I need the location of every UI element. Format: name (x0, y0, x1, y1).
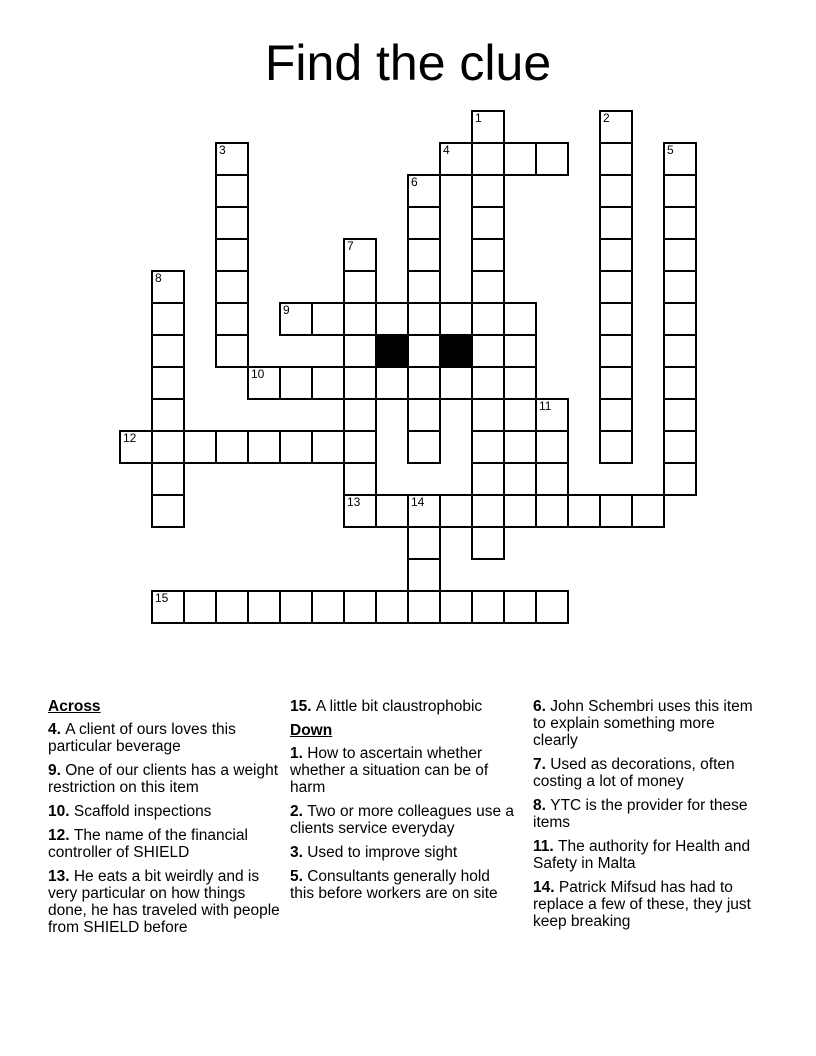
grid-cell[interactable] (535, 398, 569, 432)
clue-number: 6. (533, 698, 551, 715)
cell-number: 12 (123, 431, 137, 445)
cell-number: 10 (251, 367, 265, 381)
clue-number: 9. (48, 762, 66, 779)
grid-cell[interactable] (247, 590, 281, 624)
grid-cell[interactable] (407, 430, 441, 464)
clue-14: 14. Patrick Mifsud has had to replace a few of these, they just keep breaking (533, 879, 751, 930)
grid-cell[interactable] (279, 302, 313, 336)
grid-cell[interactable] (343, 462, 377, 496)
grid-cell[interactable] (151, 398, 185, 432)
clue-number: 3. (290, 844, 308, 861)
clue-column-1 (48, 698, 280, 943)
grid-cell[interactable] (599, 430, 633, 464)
grid-cell[interactable] (471, 110, 505, 144)
grid-cell[interactable] (471, 366, 505, 400)
grid-cell[interactable] (215, 142, 249, 176)
grid-cell[interactable] (535, 590, 569, 624)
grid-cell[interactable] (151, 430, 185, 464)
grid-cell[interactable] (407, 526, 441, 560)
grid-cell[interactable] (599, 110, 633, 144)
clue-15: 15. A little bit claustrophobic (290, 698, 483, 715)
grid-cell[interactable] (343, 238, 377, 272)
grid-cell[interactable] (663, 334, 697, 368)
clue-number: 4. (48, 721, 66, 738)
grid-cell[interactable] (343, 334, 377, 368)
grid-cell[interactable] (151, 462, 185, 496)
grid-cell[interactable] (343, 494, 377, 528)
grid-cell[interactable] (343, 302, 377, 336)
grid-cell[interactable] (311, 590, 345, 624)
grid-cell[interactable] (215, 430, 249, 464)
clue-number: 13. (48, 868, 74, 885)
grid-cell[interactable] (151, 334, 185, 368)
blocked-cell (439, 334, 473, 368)
clue-9: 9. One of our clients has a weight restriction on this item (48, 762, 279, 796)
cell-number: 6 (411, 175, 418, 189)
grid-cell[interactable] (503, 334, 537, 368)
grid-cell[interactable] (407, 494, 441, 528)
grid-cell[interactable] (343, 430, 377, 464)
clue-12: 12. The name of the financial controller of SHIELD (48, 827, 248, 861)
grid-cell[interactable] (599, 270, 633, 304)
grid-cell[interactable] (407, 238, 441, 272)
grid-cell[interactable] (407, 366, 441, 400)
grid-cell[interactable] (471, 174, 505, 208)
grid-cell[interactable] (407, 206, 441, 240)
grid-cell[interactable] (599, 238, 633, 272)
clue-number: 15. (290, 698, 316, 715)
clue-11: 11. The authority for Health and Safety in Malta (533, 838, 751, 872)
grid-cell[interactable] (439, 366, 473, 400)
grid-cell[interactable] (599, 142, 633, 176)
grid-cell[interactable] (471, 494, 505, 528)
clue-number: 1. (290, 745, 308, 762)
grid-cell[interactable] (375, 302, 409, 336)
blocked-cell (375, 334, 409, 368)
grid-cell[interactable] (663, 462, 697, 496)
grid-cell[interactable] (279, 590, 313, 624)
clue-7: 7. Used as decorations, often costing a lot of money (533, 756, 735, 790)
clue-number: 14. (533, 879, 559, 896)
cell-number: 7 (347, 239, 354, 253)
grid-cell[interactable] (311, 366, 345, 400)
grid-cell[interactable] (375, 590, 409, 624)
clue-5: 5. Consultants generally hold this before workers are on site (290, 868, 498, 902)
cell-number: 5 (667, 143, 674, 157)
grid-cell[interactable] (471, 430, 505, 464)
grid-cell[interactable] (663, 270, 697, 304)
grid-cell[interactable] (375, 494, 409, 528)
grid-cell[interactable] (599, 398, 633, 432)
grid-cell[interactable] (439, 142, 473, 176)
grid-cell[interactable] (119, 430, 153, 464)
grid-cell[interactable] (471, 238, 505, 272)
grid-cell[interactable] (215, 270, 249, 304)
cell-number: 1 (475, 111, 482, 125)
grid-cell[interactable] (215, 590, 249, 624)
grid-cell[interactable] (471, 590, 505, 624)
cell-number: 9 (283, 303, 290, 317)
page-title: Find the clue (264, 35, 552, 91)
clue-2: 2. Two or more colleagues use a clients service everyday (290, 803, 515, 837)
grid-cell[interactable] (215, 334, 249, 368)
clue-6: 6. John Schembri uses this item to explain something more clearly (533, 698, 753, 749)
grid-cell[interactable] (535, 462, 569, 496)
grid-cell[interactable] (215, 174, 249, 208)
grid-cell[interactable] (663, 142, 697, 176)
grid-cell[interactable] (471, 526, 505, 560)
clue-number: 2. (290, 803, 308, 820)
grid-cell[interactable] (503, 430, 537, 464)
grid-cell[interactable] (439, 494, 473, 528)
clue-number: 7. (533, 756, 551, 773)
cell-number: 2 (603, 111, 610, 125)
grid-cell[interactable] (599, 302, 633, 336)
grid-cell[interactable] (407, 558, 441, 592)
grid-cell[interactable] (215, 238, 249, 272)
grid-cell[interactable] (343, 590, 377, 624)
grid-cell[interactable] (535, 142, 569, 176)
grid-cell[interactable] (343, 270, 377, 304)
clue-number: 11. (533, 838, 558, 855)
clue-number: 10. (48, 803, 74, 820)
grid-cell[interactable] (407, 590, 441, 624)
cell-number: 8 (155, 271, 162, 285)
cell-number: 4 (443, 143, 450, 157)
grid-cell[interactable] (375, 366, 409, 400)
grid-cell[interactable] (151, 302, 185, 336)
clue-8: 8. YTC is the provider for these items (533, 797, 748, 831)
grid-cell[interactable] (471, 206, 505, 240)
grid-cell[interactable] (631, 494, 665, 528)
grid-cell[interactable] (471, 398, 505, 432)
grid-cell[interactable] (663, 366, 697, 400)
grid-cell[interactable] (567, 494, 601, 528)
grid-cell[interactable] (471, 462, 505, 496)
clue-4: 4. A client of ours loves this particular beverage (48, 721, 236, 755)
grid-cell[interactable] (279, 366, 313, 400)
grid-cell[interactable] (535, 494, 569, 528)
grid-cell[interactable] (503, 398, 537, 432)
clue-number: 8. (533, 797, 551, 814)
clue-1: 1. How to ascertain whether whether a situation can be of harm (290, 745, 489, 796)
grid-cell[interactable] (535, 430, 569, 464)
grid-cell[interactable] (151, 270, 185, 304)
grid-cell[interactable] (503, 142, 537, 176)
grid-cell[interactable] (183, 430, 217, 464)
clue-column-3 (533, 698, 759, 937)
grid-cell[interactable] (311, 430, 345, 464)
grid-cell[interactable] (599, 366, 633, 400)
grid-cell[interactable] (503, 494, 537, 528)
cell-number: 15 (155, 591, 169, 605)
grid-cell[interactable] (151, 366, 185, 400)
across-heading: Across (48, 698, 101, 715)
grid-cell[interactable] (247, 430, 281, 464)
grid-cell[interactable] (407, 302, 441, 336)
grid-cell[interactable] (663, 398, 697, 432)
clue-number: 12. (48, 827, 74, 844)
grid-cell[interactable] (503, 302, 537, 336)
grid-cell[interactable] (151, 590, 185, 624)
grid-cell[interactable] (279, 430, 313, 464)
clue-10: 10. Scaffold inspections (48, 803, 212, 820)
grid-cell[interactable] (439, 590, 473, 624)
grid-cell[interactable] (663, 302, 697, 336)
grid-cell[interactable] (311, 302, 345, 336)
grid-cell[interactable] (407, 398, 441, 432)
grid-cell[interactable] (343, 366, 377, 400)
cell-number: 13 (347, 495, 361, 509)
grid-cell[interactable] (599, 494, 633, 528)
cell-number: 3 (219, 143, 226, 157)
grid-cell[interactable] (663, 174, 697, 208)
cell-number: 11 (539, 399, 552, 413)
grid-cell[interactable] (503, 462, 537, 496)
cell-number: 14 (411, 495, 425, 509)
grid-cell[interactable] (503, 366, 537, 400)
grid-cell[interactable] (503, 590, 537, 624)
grid-cell[interactable] (663, 206, 697, 240)
grid-cell[interactable] (599, 206, 633, 240)
grid-cell[interactable] (471, 270, 505, 304)
grid-cell[interactable] (599, 174, 633, 208)
grid-cell[interactable] (663, 238, 697, 272)
clue-number: 5. (290, 868, 308, 885)
grid-cell[interactable] (183, 590, 217, 624)
grid-cell[interactable] (215, 302, 249, 336)
grid-cell[interactable] (471, 334, 505, 368)
grid-cell[interactable] (407, 334, 441, 368)
down-heading: Down (290, 722, 333, 739)
grid-cell[interactable] (151, 494, 185, 528)
grid-cell[interactable] (471, 142, 505, 176)
clue-column-2 (290, 698, 518, 909)
grid-cell[interactable] (247, 366, 281, 400)
grid-cell[interactable] (407, 270, 441, 304)
grid-cell[interactable] (439, 302, 473, 336)
clue-13: 13. He eats a bit weirdly and is very particular on how things done, he has traveled with people from SHIELD before (48, 868, 280, 936)
grid-cell[interactable] (471, 302, 505, 336)
grid-cell[interactable] (343, 398, 377, 432)
grid-cell[interactable] (407, 174, 441, 208)
clue-3: 3. Used to improve sight (290, 844, 458, 861)
grid-cell[interactable] (599, 334, 633, 368)
grid-cell[interactable] (663, 430, 697, 464)
grid-cell[interactable] (215, 206, 249, 240)
